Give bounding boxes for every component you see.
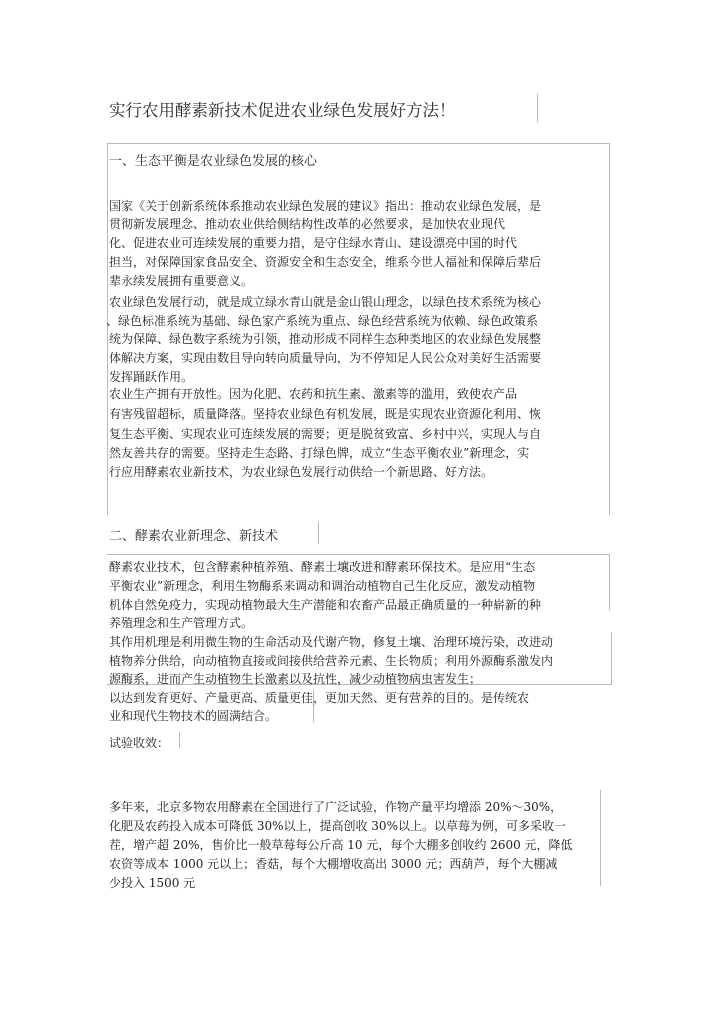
body-line: 行应用酵素农业新技术，为农业绿色发展行动供给一个新思路、好方法。: [109, 465, 494, 479]
section1-box-right: [609, 143, 610, 515]
trial-heading: 试验收效：: [109, 736, 170, 750]
body-line: 担当，对保障国家食品安全、资源安全和生态安全，维系今世人福祉和保障后辈后: [109, 255, 542, 269]
body-line: 辈永续发展拥有重要意义。: [109, 274, 254, 288]
body-line: 体解决方案，实现由数目导向转向质量导向，为不停知足人民公众对美好生活需要: [109, 351, 542, 365]
title-box-edge: [537, 94, 538, 122]
body-line: 发挥踊跃作用。: [109, 370, 194, 384]
body-line: 植物养分供给，向动植物直接或间接供给营养元素、生长物质；利用外源酶系激发内: [109, 654, 554, 668]
body-line: 然友善共存的需要。坚持走生态路、打绿色牌，成立“生态平衡农业”新理念，实: [109, 446, 530, 460]
body-line: 多年来，北京多物农用酵素在全国进行了广泛试验，作物产量平均增添 20%～30%，: [109, 800, 563, 814]
body-line: 农业绿色发展行动，就是成立绿水青山就是金山银山理念，以绿色技术系统为核心: [109, 295, 542, 309]
body-line: 化肥及农药投入成本可降低 30%以上，提高创收 30%以上。以草莓为例，可多采收一: [109, 819, 566, 833]
body-line: 养殖理念和生产管理方式。: [109, 616, 254, 630]
body-line: 国家《关于创新系统体系推动农业绿色发展的建议》指出：推动农业绿色发展，是: [109, 199, 542, 213]
body-line: 统为保障、绿色数字系统为引领，推动形成不同样生态种类地区的农业绿色发展整: [109, 332, 542, 346]
body-line: 以达到发育更好、产量更高、质量更佳，更加天然、更有营养的目的。是传统农: [109, 691, 530, 705]
trial-box-right: [600, 790, 601, 886]
body-line: 源酶系，进而产生动植物生长激素以及抗性，减少动植物病虫害发生；: [109, 672, 482, 686]
body-line: 农业生产拥有开放性。因为化肥、农药和抗生素、激素等的滥用，致使农产品: [109, 387, 518, 401]
body-line: 贯彻新发展理念、推动农业供给侧结构性改革的必然要求，是加快农业现代: [109, 217, 506, 231]
body-line: 平衡农业”新理念，利用生物酶系来调动和调治动植物自己生化反应，激发动植物: [109, 579, 536, 593]
section2-box-right: [609, 554, 610, 610]
body-line: 少投入 1500 元: [109, 876, 196, 890]
body-line: 复生态平衡、实现农业可连续发展的需要；更是脱贫致富、乡村中兴，实现人与自: [109, 427, 542, 441]
trial-heading-edge: [179, 732, 180, 748]
document-title: 实行农用酵素新技术促进农业绿色发展好方法！: [109, 101, 456, 120]
body-line: 茬，增产超 20%，售价比一般草莓每公斤高 10 元，每个大棚多创收约 2600 元，降低: [109, 838, 573, 852]
body-line: 有害残留超标，质量降落。坚持农业绿色有机发展，既是实现农业资源化利用、恢: [109, 407, 542, 421]
section1-box-top: [107, 143, 610, 144]
mechanism-box-right: [611, 632, 612, 684]
body-line: 酵素农业技术，包含酵素种植养殖、酵素土壤改进和酵素环保技术。是应用“生态: [109, 560, 536, 574]
body-line: 农资等成本 1000 元以上；香菇，每个大棚增收高出 3000 元；西葫芦，每个大棚减: [109, 857, 558, 871]
body-line: 其作用机理是利用微生物的生命活动及代谢产物，修复土壤、治理环境污染，改进动: [109, 635, 554, 649]
body-line: 、绿色标准系统为基础、绿色家产系统为重点、绿色经营系统为依赖、绿色政策系: [106, 314, 539, 328]
section1-heading: 一、生态平衡是农业绿色发展的核心: [109, 154, 318, 169]
section2-heading-edge: [318, 522, 319, 544]
section2-heading: 二、酵素农业新理念、新技术: [109, 529, 279, 544]
section2-box-top: [107, 554, 610, 555]
body-line: 化、促进农业可连续发展的重要力措，是守住绿水青山、建设漂亮中国的时代: [109, 236, 518, 250]
body-line: 业和现代生物技术的圆满结合。: [109, 709, 278, 723]
body-line: 机体自然免疫力，实现动植物最大生产潜能和农畜产品最正确质量的一种崭新的种: [109, 598, 542, 612]
